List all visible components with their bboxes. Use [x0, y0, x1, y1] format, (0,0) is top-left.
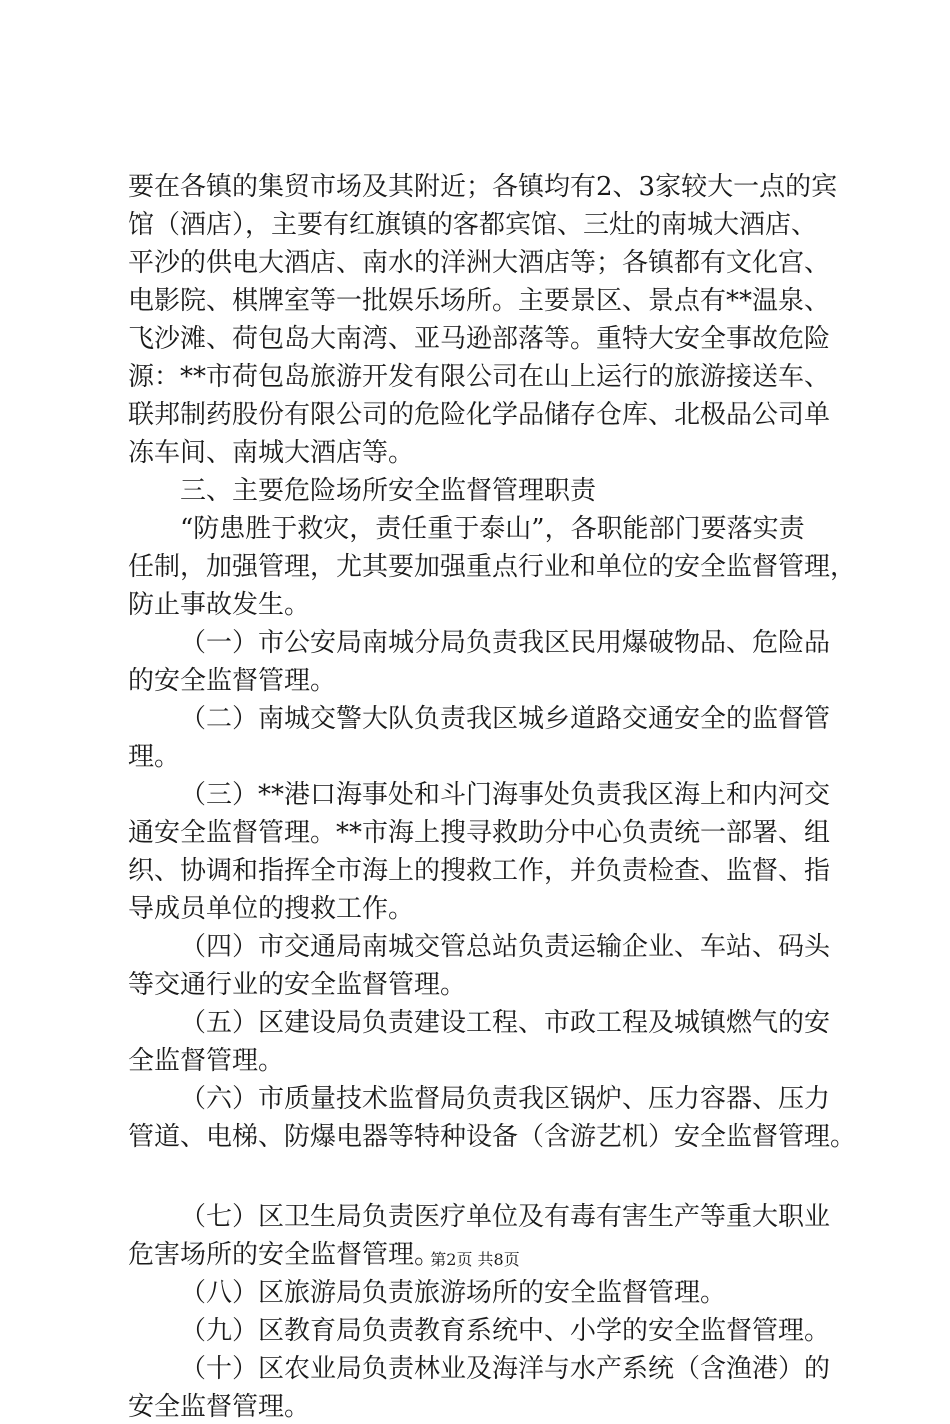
body-line: 理。 — [128, 742, 181, 772]
body-line: 的安全监督管理。 — [128, 666, 337, 696]
list-item-7: （七）区卫生局负责医疗单位及有毒有害生产等重大职业 — [180, 1202, 831, 1232]
body-line: 管道、电梯、防爆电器等特种设备（含游艺机）安全监督管理。 — [128, 1122, 857, 1152]
list-item-1: （一）市公安局南城分局负责我区民用爆破物品、危险品 — [180, 628, 831, 658]
list-item-10: （十）区农业局负责林业及海洋与水产系统（含渔港）的 — [180, 1354, 831, 1384]
body-line: 飞沙滩、荷包岛大南湾、亚马逊部落等。重特大安全事故危险 — [128, 324, 831, 354]
list-item-4: （四）市交通局南城交管总站负责运输企业、车站、码头 — [180, 932, 831, 962]
list-item-5: （五）区建设局负责建设工程、市政工程及城镇燃气的安 — [180, 1008, 831, 1038]
body-line: 安全监督管理。 — [128, 1392, 311, 1422]
page-footer: 第2页 共8页 — [430, 1250, 520, 1269]
body-line: 要在各镇的集贸市场及其附近；各镇均有2、3家较大一点的宾 — [128, 172, 838, 202]
body-line: 通安全监督管理。**市海上搜寻救助分中心负责统一部署、组 — [128, 818, 831, 848]
list-item-8: （八）区旅游局负责旅游场所的安全监督管理。 — [180, 1278, 727, 1308]
body-line: 馆（酒店），主要有红旗镇的客都宾馆、三灶的南城大酒店、 — [128, 210, 818, 240]
body-line: 危害场所的安全监督管理。 — [128, 1240, 441, 1270]
body-line: 冻车间、南城大酒店等。 — [128, 438, 415, 468]
section-heading: 三、主要危险场所安全监督管理职责 — [180, 476, 597, 506]
body-line: 任制，加强管理，尤其要加强重点行业和单位的安全监督管理， — [128, 552, 857, 582]
body-line: 全监督管理。 — [128, 1046, 285, 1076]
body-line: 织、协调和指挥全市海上的搜救工作，并负责检查、监督、指 — [128, 856, 831, 886]
body-line: “防患胜于救灾，责任重于泰山”，各职能部门要落实责 — [180, 514, 805, 544]
list-item-3: （三）**港口海事处和斗门海事处负责我区海上和内河交 — [180, 780, 831, 810]
body-line: 平沙的供电大酒店、南水的洋洲大酒店等；各镇都有文化宫、 — [128, 248, 831, 278]
body-line: 防止事故发生。 — [128, 590, 311, 620]
list-item-9: （九）区教育局负责教育系统中、小学的安全监督管理。 — [180, 1316, 831, 1346]
body-line: 源：**市荷包岛旅游开发有限公司在山上运行的旅游接送车、 — [128, 362, 831, 392]
body-line: 导成员单位的搜救工作。 — [128, 894, 415, 924]
body-line: 联邦制药股份有限公司的危险化学品储存仓库、北极品公司单 — [128, 400, 831, 430]
list-item-2: （二）南城交警大队负责我区城乡道路交通安全的监督管 — [180, 704, 831, 734]
body-line: 等交通行业的安全监督管理。 — [128, 970, 467, 1000]
body-line: 电影院、棋牌室等一批娱乐场所。主要景区、景点有**温泉、 — [128, 286, 831, 316]
list-item-6: （六）市质量技术监督局负责我区锅炉、压力容器、压力 — [180, 1084, 831, 1114]
